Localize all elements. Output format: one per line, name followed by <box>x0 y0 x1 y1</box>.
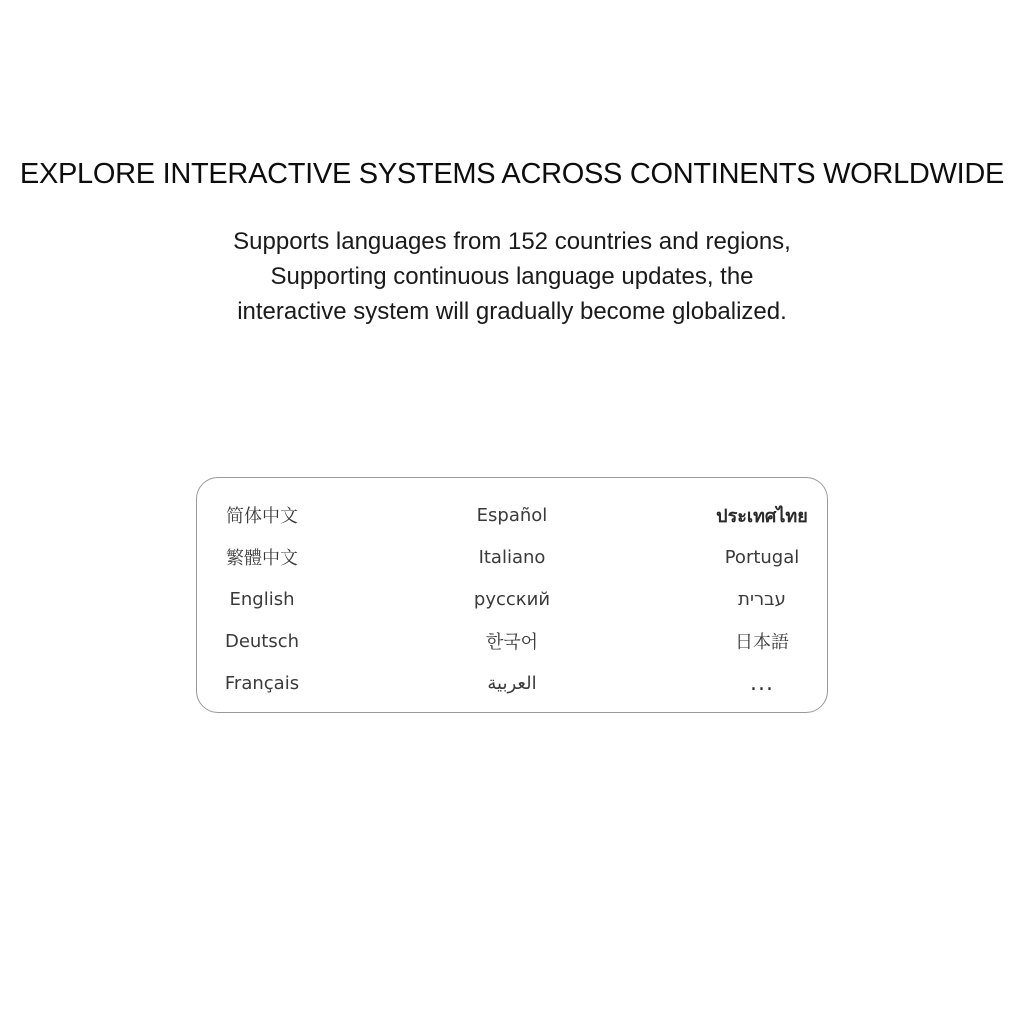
language-option-french[interactable]: Français <box>224 672 300 694</box>
description-line-3: interactive system will gradually become globalized. <box>237 298 787 325</box>
language-panel <box>196 477 828 713</box>
language-option-italian[interactable]: Italiano <box>478 546 546 568</box>
language-option-arabic[interactable]: العربية <box>487 672 537 694</box>
description-line-2: Supporting continuous language updates, the <box>270 263 754 290</box>
language-option-english[interactable]: English <box>229 588 295 610</box>
language-option-portuguese[interactable]: Portugal <box>724 546 800 568</box>
language-option-simplified-chinese[interactable]: 简体中文 <box>226 506 298 527</box>
language-option-thai[interactable]: ประเทศไทย <box>716 505 808 527</box>
language-option-russian[interactable]: русский <box>473 588 551 610</box>
language-option-korean[interactable]: 한국어 <box>485 632 539 653</box>
description-line-1: Supports languages from 152 countries and regions, <box>233 228 791 255</box>
language-option-german[interactable]: Deutsch <box>224 630 300 652</box>
language-option-hebrew[interactable]: עברית <box>738 588 786 610</box>
language-option-spanish[interactable]: Español <box>476 504 548 526</box>
description <box>0 224 1024 329</box>
more-languages-button[interactable]: ... <box>750 670 774 696</box>
language-option-japanese[interactable]: 日本語 <box>735 632 789 653</box>
language-grid <box>197 494 827 704</box>
language-option-traditional-chinese[interactable]: 繁體中文 <box>226 548 298 569</box>
page-title: EXPLORE INTERACTIVE SYSTEMS ACROSS CONTINENTS WORLDWIDE <box>19 158 1005 190</box>
